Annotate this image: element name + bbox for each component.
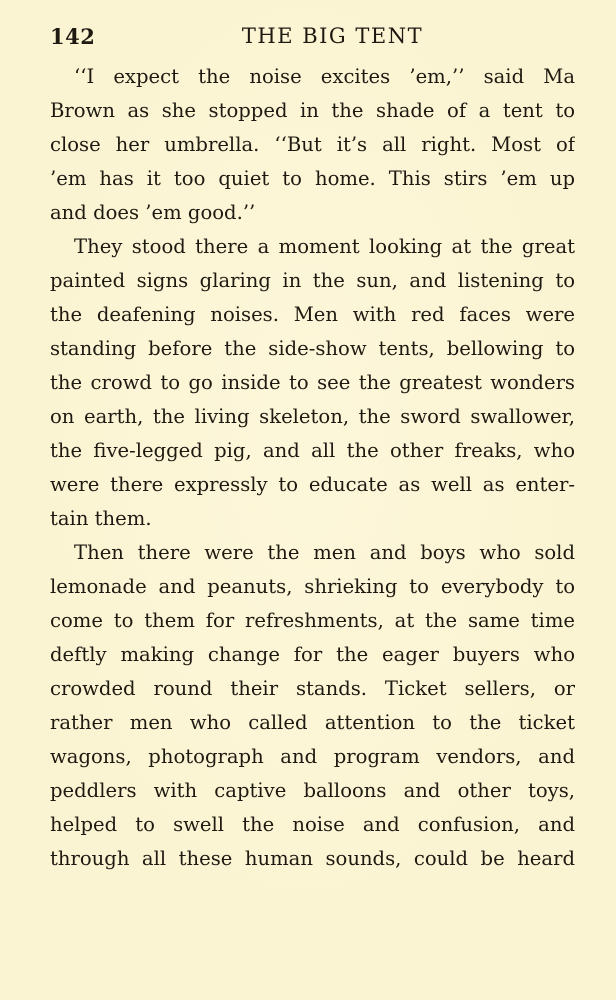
text-line: rather men who called attention to the ticket	[50, 711, 575, 734]
text-line: Brown as she stopped in the shade of a tent to	[50, 99, 575, 122]
text-line: the crowd to go inside to see the greatest wonders	[50, 371, 575, 394]
text-line: painted signs glaring in the sun, and listening to	[50, 269, 575, 292]
text-line: peddlers with captive balloons and other toys,	[50, 779, 575, 802]
text-line: were there expressly to educate as well as enter-	[50, 473, 575, 496]
text-line: deftly making change for the eager buyers who	[50, 643, 575, 666]
text-line: crowded round their stands. Ticket sellers, or	[50, 677, 575, 700]
page-number: 142	[50, 24, 96, 49]
text-line: Then there were the men and boys who sold	[74, 541, 575, 564]
text-line: and does ’em good.’’	[50, 201, 256, 224]
running-title: THE BIG TENT	[241, 24, 424, 48]
paragraph-3	[50, 536, 575, 876]
text-line: through all these human sounds, could be heard	[50, 847, 575, 870]
text-line: They stood there a moment looking at the great	[74, 235, 575, 258]
text-line: ’em has it too quiet to home. This stirs ’em up	[50, 167, 575, 190]
text-line: lemonade and peanuts, shrieking to everybody to	[50, 575, 575, 598]
paragraph-2	[50, 230, 575, 536]
text-line: close her umbrella. ‘‘But it’s all right. Most of	[50, 133, 575, 156]
text-line: helped to swell the noise and confusion, and	[50, 813, 575, 836]
text-line: the five-legged pig, and all the other freaks, who	[50, 439, 575, 462]
text-line: on earth, the living skeleton, the sword swallower,	[50, 405, 575, 428]
paragraph-1	[50, 60, 575, 230]
text-line: wagons, photograph and program vendors, and	[50, 745, 575, 768]
page-header	[50, 24, 575, 54]
text-line: ‘‘I expect the noise excites ’em,’’ said Ma	[74, 65, 575, 88]
text-line: the deafening noises. Men with red faces were	[50, 303, 575, 326]
page-body	[50, 60, 575, 876]
text-line: standing before the side-show tents, bellowing to	[50, 337, 575, 360]
text-line: tain them.	[50, 507, 152, 530]
text-line: come to them for refreshments, at the same time	[50, 609, 575, 632]
